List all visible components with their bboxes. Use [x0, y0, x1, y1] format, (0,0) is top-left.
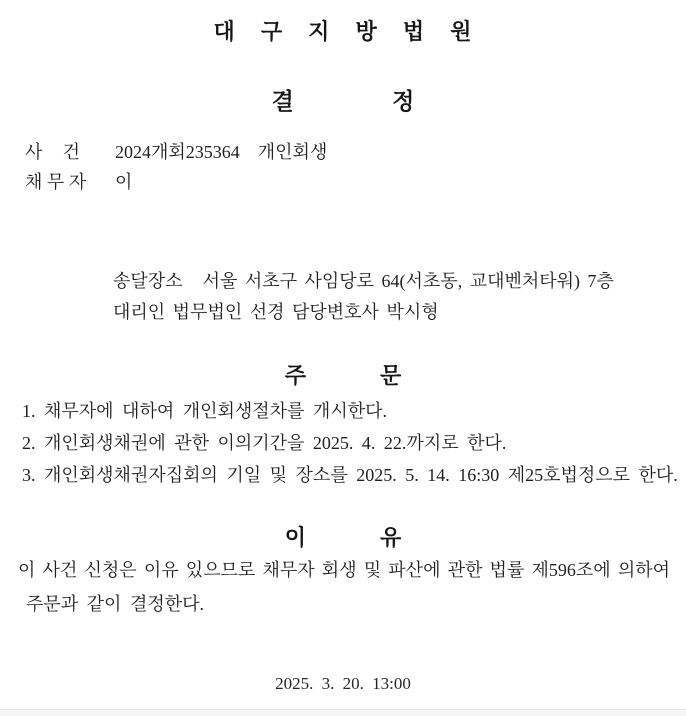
reason-line-1: 이 사건 신청은 이유 있으므로 채무자 회생 및 파산에 관한 법률 제596조에 의하여	[18, 560, 670, 580]
debtor-row	[25, 168, 132, 194]
decision-heading: 결 정	[271, 88, 415, 114]
service-address-value: 서울 서초구 사임당로 64(서초동, 교대벤처타워) 7층	[202, 271, 614, 291]
reason-line-2: 주문과 같이 결정한다.	[26, 594, 204, 614]
debtor-name: 이	[115, 172, 133, 192]
order-item-1: 1. 채무자에 대하여 개인회생절차를 개시한다.	[22, 401, 387, 421]
page-bottom-edge	[0, 709, 686, 716]
case-type: 개인회생	[257, 142, 328, 162]
reason-heading: 이 유	[284, 525, 402, 550]
debtor-label: 채 무 자	[25, 172, 87, 192]
case-row	[25, 138, 327, 164]
case-label: 사 건	[25, 142, 80, 162]
service-address-row	[113, 267, 614, 293]
order-heading: 주 문	[284, 363, 402, 388]
service-address-label: 송달장소	[113, 271, 183, 291]
attorney-line: 대리인 법무법인 선경 담당변호사 박시형	[113, 302, 439, 322]
order-item-3: 3. 개인회생채권자집회의 기일 및 장소를 2025. 5. 14. 16:30 제25호법정으로 한다.	[22, 465, 678, 485]
case-number: 2024개회235364	[115, 142, 240, 162]
court-name-title: 대 구 지 방 법 원	[213, 19, 473, 44]
order-item-2: 2. 개인회생채권에 관한 이의기간을 2025. 4. 22.까지로 한다.	[22, 433, 507, 453]
decision-datetime: 2025. 3. 20. 13:00	[275, 674, 411, 693]
